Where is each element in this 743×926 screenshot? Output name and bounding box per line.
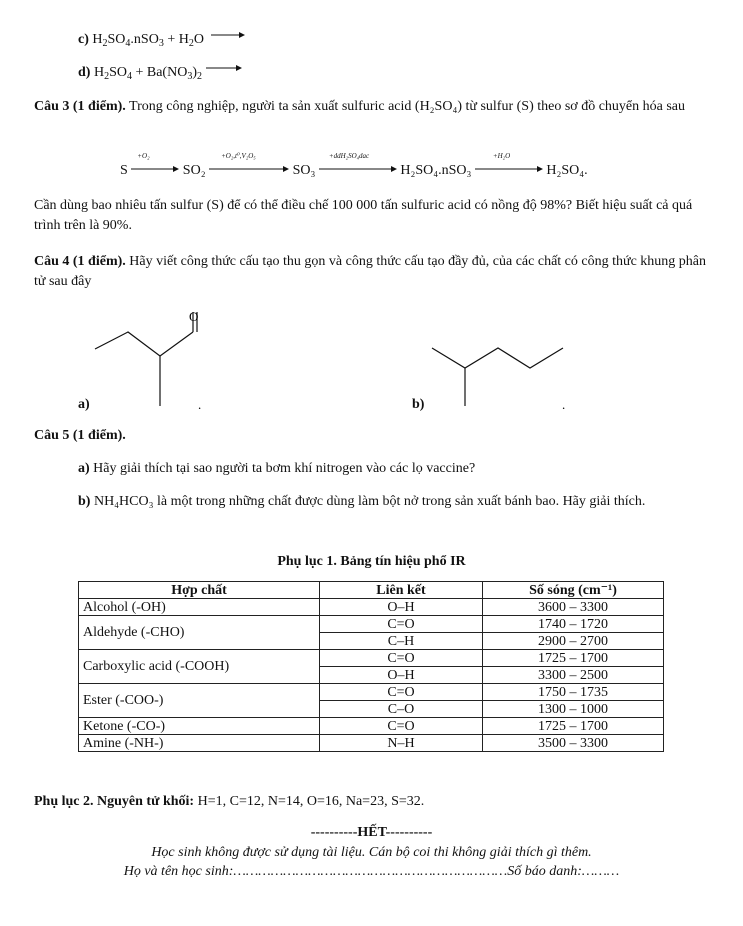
- question-5a: [78, 459, 710, 479]
- wavenumber-cell: 1740 – 1720: [483, 616, 664, 633]
- bond-cell: C=O: [320, 684, 483, 701]
- wavenumber-cell: 2900 – 2700: [483, 633, 664, 650]
- scheme-product: H₂SO₄.: [546, 163, 588, 178]
- reaction-c-formula: $H_2SO_4.nSO_3 + H_2O$: [92, 32, 204, 49]
- question-3-label: Câu 3 (1 điểm).: [34, 99, 126, 114]
- bond-cell: O–H: [320, 667, 483, 684]
- conversion-scheme: [120, 152, 588, 179]
- compound-cell: Ketone (-CO-): [79, 718, 320, 735]
- wavenumber-cell: 1300 – 1000: [483, 701, 664, 718]
- question-4: [34, 252, 710, 292]
- student-info-line: Họ và tên học sinh:…………………………………………………………Số báo danh:………: [123, 864, 620, 879]
- question-5a-text: Hãy giải thích tại sao người ta bơm khí nitrogen vào các lọ vaccine?: [89, 461, 476, 476]
- bond-cell: O–H: [320, 599, 483, 616]
- scheme-arrow-2: +O₂,t⁰,V₂O₅: [209, 160, 289, 174]
- appendix-1-title: Phụ lục 1. Bảng tín hiệu phổ IR: [277, 554, 466, 569]
- bond-cell: C=O: [320, 718, 483, 735]
- reaction-d: [78, 65, 242, 81]
- table-row: [79, 735, 664, 752]
- question-3-problem: Cần dùng bao nhiêu tấn sulfur (S) để có thể điều chế 100 000 tấn sulfuric acid có nồng độ 98%? Biết hiệu suất cả quá trình trên là 90%.: [34, 198, 693, 233]
- question-5b-label: b): [78, 494, 91, 509]
- structure-a-label: a): [78, 397, 90, 412]
- wavenumber-cell: 1750 – 1735: [483, 684, 664, 701]
- header-compound: Hợp chất: [79, 582, 320, 599]
- scheme-arrow-3: +ddH₂SO₄dac: [319, 160, 397, 174]
- table-header-row: [79, 582, 664, 599]
- structure-b: [432, 348, 563, 406]
- question-4-label: Câu 4 (1 điểm).: [34, 254, 126, 269]
- wavenumber-cell: 1725 – 1700: [483, 650, 664, 667]
- wavenumber-cell: 3300 – 2500: [483, 667, 664, 684]
- bond-cell: C=O: [320, 616, 483, 633]
- compound-cell: Carboxylic acid (-COOH): [79, 650, 320, 684]
- compound-cell: Aldehyde (-CHO): [79, 616, 320, 650]
- reaction-c: [78, 32, 245, 48]
- header-wavenumber: Số sóng (cm⁻¹): [483, 582, 664, 599]
- structure-b-dot: .: [562, 397, 566, 412]
- bond-cell: C–H: [320, 633, 483, 650]
- question-5-label: Câu 5 (1 điểm).: [34, 428, 126, 443]
- table-row: [79, 599, 664, 616]
- table-row: [79, 718, 664, 735]
- question-3: [34, 97, 710, 117]
- question-5b: [34, 492, 710, 512]
- structure-a-dot: .: [198, 397, 202, 412]
- compound-cell: Alcohol (-OH): [79, 599, 320, 616]
- scheme-arrow-1: +O₂: [131, 160, 179, 174]
- bond-cell: C=O: [320, 650, 483, 667]
- wavenumber-cell: 1725 – 1700: [483, 718, 664, 735]
- structure-b-label: b): [412, 397, 425, 412]
- question-5a-label: a): [78, 461, 90, 476]
- question-3-text: Trong công nghiệp, người ta sản xuất sulfuric acid (H₂SO₄) từ sulfur (S) theo sơ đồ chuyển hóa sau: [125, 99, 686, 114]
- skeletal-structures: [0, 306, 743, 416]
- wavenumber-cell: 3500 – 3300: [483, 735, 664, 752]
- exam-note: Học sinh không được sử dụng tài liệu. Cán bộ coi thi không giải thích gì thêm.: [151, 845, 592, 860]
- scheme-so3: SO₃: [292, 163, 316, 178]
- ir-signal-table: [78, 581, 664, 752]
- end-marker: ----------HẾT----------: [310, 825, 433, 840]
- table-row: [79, 684, 664, 701]
- wavenumber-cell: 3600 – 3300: [483, 599, 664, 616]
- reaction-d-formula: $H_2SO_4 + Ba(NO_3)_2$: [93, 65, 202, 82]
- arrow-icon: [211, 28, 245, 44]
- scheme-oleum: H₂SO₄.nSO₃: [400, 163, 472, 178]
- table-row: [79, 650, 664, 667]
- appendix-2-text: H=1, C=12, N=14, O=16, Na=23, S=32.: [194, 794, 425, 809]
- arrow-icon: [206, 61, 242, 77]
- oxygen-atom-label: O: [189, 309, 199, 324]
- table-row: [79, 616, 664, 633]
- header-bond: Liên kết: [320, 582, 483, 599]
- compound-cell: Amine (-NH-): [79, 735, 320, 752]
- appendix-2-label: Phụ lục 2. Nguyên tử khối:: [34, 794, 195, 809]
- bond-cell: N–H: [320, 735, 483, 752]
- scheme-sulfur: S: [120, 163, 128, 178]
- bond-cell: C–O: [320, 701, 483, 718]
- scheme-so2: SO₂: [182, 163, 206, 178]
- structure-a: [95, 312, 197, 406]
- question-5b-text: NH₄HCO₃ là một trong những chất được dùng làm bột nở trong sản xuất bánh bao. Hãy giải thích.: [90, 494, 646, 509]
- compound-cell: Ester (-COO-): [79, 684, 320, 718]
- question-4-text: Hãy viết công thức cấu tạo thu gọn và công thức cấu tạo đầy đủ, của các chất có công thức khung phân tử sau đây: [34, 254, 707, 289]
- appendix-2: [34, 794, 424, 810]
- scheme-arrow-4: +H₂O: [475, 160, 543, 174]
- reaction-c-label: c): [78, 32, 89, 47]
- reaction-d-label: d): [78, 65, 91, 80]
